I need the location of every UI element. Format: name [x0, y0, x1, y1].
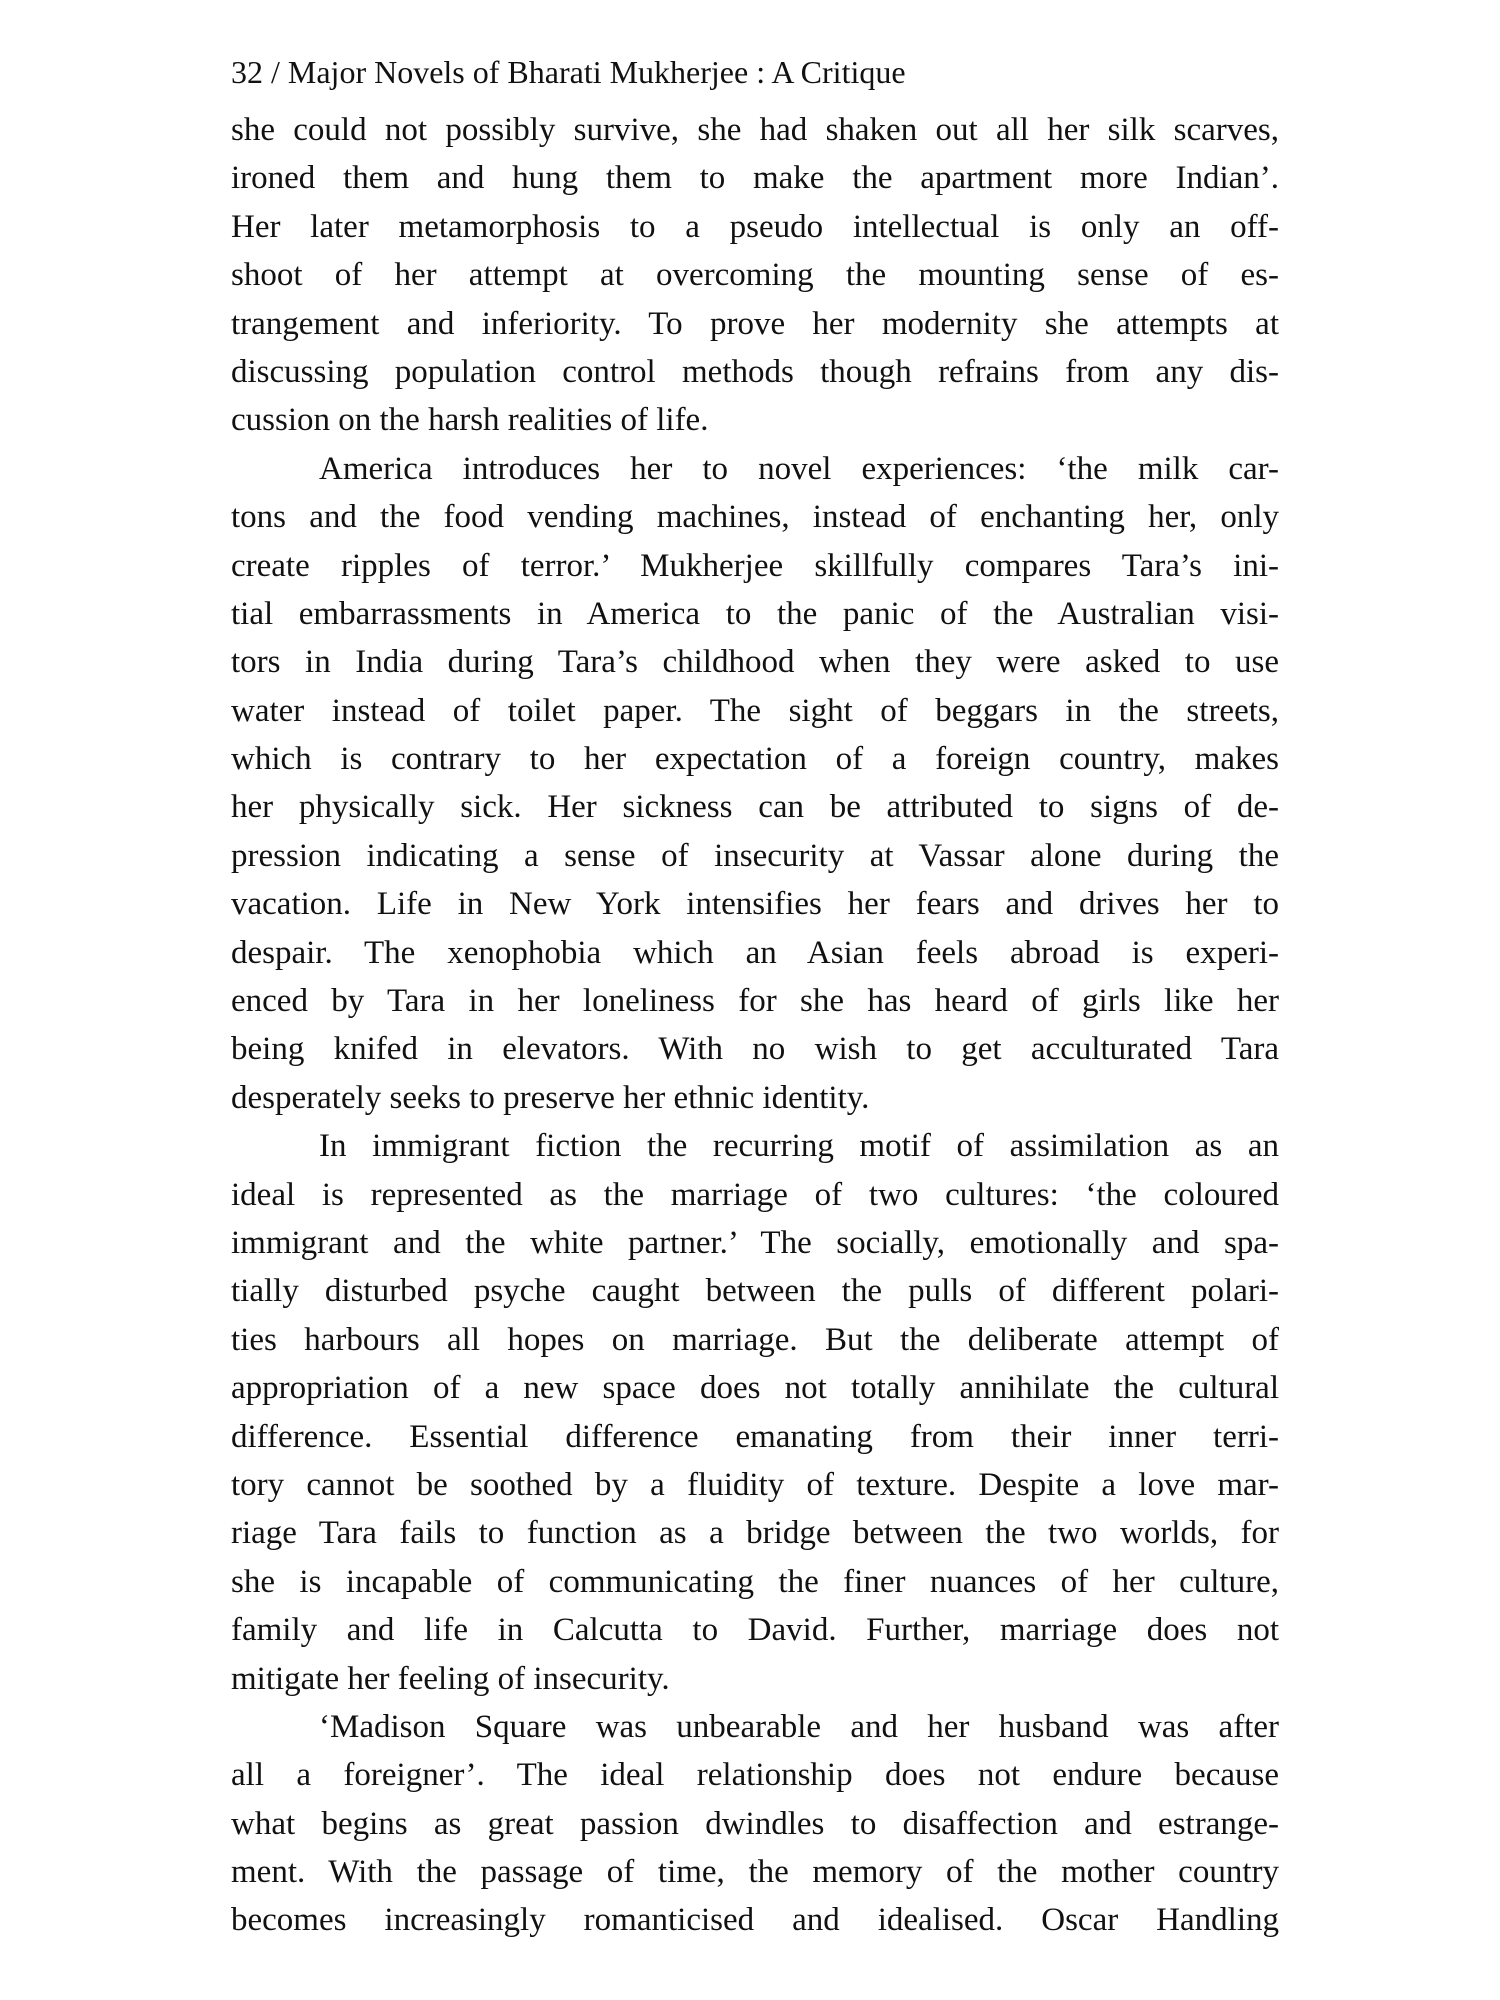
text-line: tory cannot be soothed by a fluidity of texture. Despite a love mar- — [231, 1466, 1279, 1503]
text-line: becomes increasingly romanticised and idealised. Oscar Handling — [231, 1902, 1279, 1939]
running-head: 32 / Major Novels of Bharati Mukherjee : A Critique — [231, 54, 906, 90]
text-line: all a foreigner’. The ideal relationship does not endure because — [231, 1757, 1279, 1794]
text-line: ‘Madison Square was unbearable and her husband was after — [319, 1708, 1279, 1745]
paragraph — [231, 1122, 1279, 1703]
book-page — [231, 52, 1279, 1945]
text-line: family and life in Calcutta to David. Further, marriage does not — [231, 1612, 1279, 1649]
text-line: ment. With the passage of time, the memory of the mother country — [231, 1854, 1279, 1891]
text-line: appropriation of a new space does not totally annihilate the cultural — [231, 1370, 1279, 1407]
text-line: she is incapable of communicating the finer nuances of her culture, — [231, 1563, 1279, 1600]
text-line: America introduces her to novel experiences: ‘the milk car- — [319, 450, 1279, 487]
text-line: being knifed in elevators. With no wish to get acculturated Tara — [231, 1031, 1279, 1068]
text-line: ironed them and hung them to make the apartment more Indian’. — [231, 160, 1279, 197]
text-line: despair. The xenophobia which an Asian feels abroad is experi- — [231, 934, 1279, 971]
text-line: desperately seeks to preserve her ethnic identity. — [231, 1079, 870, 1116]
text-line: tial embarrassments in America to the panic of the Australian visi- — [231, 595, 1279, 632]
text-line: enced by Tara in her loneliness for she has heard of girls like her — [231, 983, 1279, 1020]
text-line: ties harbours all hopes on marriage. But the deliberate attempt of — [231, 1321, 1279, 1358]
text-line: discussing population control methods though refrains from any dis- — [231, 353, 1279, 390]
text-line: Her later metamorphosis to a pseudo intellectual is only an off- — [231, 208, 1279, 245]
paragraph — [231, 106, 1279, 445]
text-line: In immigrant fiction the recurring motif of assimilation as an — [319, 1128, 1279, 1165]
text-line: create ripples of terror.’ Mukherjee skillfully compares Tara’s ini- — [231, 547, 1279, 584]
text-line: shoot of her attempt at overcoming the mounting sense of es- — [231, 257, 1279, 294]
text-line: trangement and inferiority. To prove her modernity she attempts at — [231, 305, 1279, 342]
text-line: she could not possibly survive, she had shaken out all her silk scarves, — [231, 112, 1279, 148]
text-line: mitigate her feeling of insecurity. — [231, 1660, 670, 1697]
text-line: what begins as great passion dwindles to disaffection and estrange- — [231, 1805, 1279, 1842]
text-line: cussion on the harsh realities of life. — [231, 402, 709, 439]
text-line: immigrant and the white partner.’ The socially, emotionally and spa- — [231, 1224, 1279, 1261]
text-line: pression indicating a sense of insecurity at Vassar alone during the — [231, 837, 1279, 874]
text-line: which is contrary to her expectation of a foreign country, makes — [231, 741, 1279, 778]
text-line: water instead of toilet paper. The sight of beggars in the streets, — [231, 692, 1279, 729]
paragraph — [231, 1703, 1279, 1945]
text-line: ideal is represented as the marriage of two cultures: ‘the coloured — [231, 1176, 1279, 1213]
text-line: tially disturbed psyche caught between the pulls of different polari- — [231, 1273, 1279, 1310]
text-line: vacation. Life in New York intensifies her fears and drives her to — [231, 886, 1279, 923]
text-line: riage Tara fails to function as a bridge between the two worlds, for — [231, 1515, 1279, 1552]
text-line: tons and the food vending machines, instead of enchanting her, only — [231, 499, 1279, 536]
text-line: her physically sick. Her sickness can be attributed to signs of de- — [231, 789, 1279, 826]
paragraph — [231, 445, 1279, 1122]
text-line: tors in India during Tara’s childhood when they were asked to use — [231, 644, 1279, 681]
text-line: difference. Essential difference emanating from their inner terri- — [231, 1418, 1279, 1455]
